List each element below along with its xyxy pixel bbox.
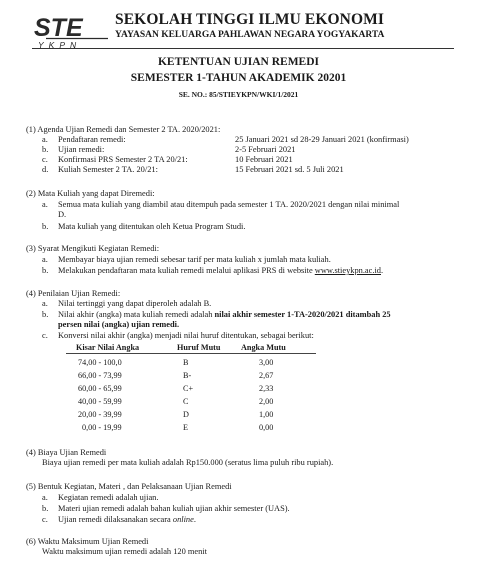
table-cell: D	[183, 410, 189, 419]
table-header: Kisar Nilai Angka	[76, 343, 140, 352]
table-cell: C	[183, 397, 189, 406]
section-heading: (6) Waktu Maksimum Ujian Remedi	[26, 537, 149, 546]
section-fee	[26, 448, 466, 470]
list-item-continuation: persen nilai (angka) ujian remedi.	[58, 320, 180, 329]
table-header-rule	[66, 353, 316, 354]
website-link[interactable]: www.stieykpn.ac.id	[314, 266, 381, 275]
table-cell: B-	[183, 371, 192, 380]
section-eligible-courses: (2) Mata Kuliah yang dapat Diremedi: a. Semua mata kuliah yang diambil atau ditempuh pada semester 1 TA. 2020/2021 dengan nilai minimal D. b. Mata kuliah yang ditentukan oleh Ketua Program Studi.	[26, 189, 400, 231]
agenda-label: Kuliah Semester 2 TA. 20/21:	[58, 165, 158, 174]
table-cell: 40,00 - 59,99	[78, 397, 122, 406]
table-cell: 0,00 - 19,99	[82, 423, 122, 432]
circular-number: SE. NO.: 85/STIEYKPN/WKI/1/2021	[178, 90, 299, 99]
section-heading: (2) Mata Kuliah yang dapat Diremedi:	[26, 189, 155, 198]
agenda-value: 10 Februari 2021	[235, 155, 293, 164]
table-cell: E	[183, 423, 189, 432]
table-cell: 2,33	[259, 384, 274, 393]
agenda-label: Ujian remedi:	[58, 145, 105, 154]
institution-name: SEKOLAH TINGGI ILMU EKONOMI	[115, 11, 384, 28]
logo-graphic	[32, 12, 112, 50]
document-subtitle: SEMESTER 1-TAHUN AKADEMIK 20201	[130, 72, 347, 84]
fee-text: Biaya ujian remedi per mata kuliah adalah Rp150.000 (seratus lima puluh ribu rupiah).	[42, 458, 334, 467]
agenda-value: 2-5 Februari 2021	[235, 145, 296, 154]
section-heading: (1) Agenda Ujian Remedi dan Semester 2 TA. 2020/2021:	[26, 125, 221, 134]
header-divider	[32, 48, 454, 49]
document-title: KETENTUAN UJIAN REMEDI	[157, 56, 320, 68]
table-cell: 1,00	[259, 410, 274, 419]
duration-text: Waktu maksimum ujian remedi adalah 120 menit	[42, 547, 207, 556]
logo-sub-text: YKPN	[38, 40, 82, 50]
section-heading: (4) Biaya Ujian Remedi	[26, 448, 107, 457]
grade-conversion-table	[66, 343, 326, 438]
table-cell: C+	[183, 384, 194, 393]
table-cell: 0,00	[259, 423, 274, 432]
table-cell: 60,00 - 65,99	[78, 384, 122, 393]
section-heading: (3) Syarat Mengikuti Kegiatan Remedi:	[26, 244, 160, 253]
table-cell: B	[183, 358, 189, 367]
table-cell: 20,00 - 39,99	[78, 410, 122, 419]
agenda-label: Pendaftaran remedi:	[58, 135, 126, 144]
section-duration	[26, 537, 466, 559]
section-heading: (4) Penilaian Ujian Remedi:	[26, 289, 121, 298]
table-cell: 2,67	[259, 371, 274, 380]
agenda-label: Konfirmasi PRS Semester 2 TA 20/21:	[58, 155, 188, 164]
table-cell: 3,00	[259, 358, 274, 367]
institution-logo	[32, 12, 112, 50]
agenda-value: 25 Januari 2021 sd 28-29 Januari 2021 (konfirmasi)	[235, 135, 409, 144]
section-requirements: (3) Syarat Mengikuti Kegiatan Remedi: a. Membayar biaya ujian remedi sebesar tarif per mata kuliah x jumlah mata kuliah. b. Melakukan pendaftaran mata kuliah remedi melalui aplikasi PRS di website www.stieykpn.ac.id.	[26, 244, 384, 275]
table-header: Huruf Mutu	[177, 343, 221, 352]
table-cell: 66,00 - 73,99	[78, 371, 122, 380]
foundation-name: YAYASAN KELUARGA PAHLAWAN NEGARA YOGYAKARTA	[115, 30, 385, 40]
agenda-value: 15 Februari 2021 sd. 5 Juli 2021	[235, 165, 344, 174]
list-item-continuation: D.	[58, 210, 67, 219]
section-heading: (5) Bentuk Kegiatan, Materi , dan Pelaksanaan Ujian Remedi	[26, 482, 232, 491]
logo-main-text: STE	[34, 14, 83, 42]
section-agenda: (1) Agenda Ujian Remedi dan Semester 2 TA. 2020/2021: a. Pendaftaran remedi: 25 Januari 2021 sd 28-29 Januari 2021 (konfirmasi) b. Ujian remedi: 2-5 Februari 2021 c. Konfirmasi PRS Semester 2 TA 20/21: 10 Februari 2021 d. Kuliah Semester 2 TA. 20/21: 15 Februari 2021 sd. 5 Juli 2021	[26, 125, 409, 174]
table-header: Angka Mutu	[241, 343, 286, 352]
table-cell: 2,00	[259, 397, 274, 406]
table-cell: 74,00 - 100,0	[78, 358, 122, 367]
section-exam-format: (5) Bentuk Kegiatan, Materi , dan Pelaksanaan Ujian Remedi a. Kegiatan remedi adalah ujian. b. Materi ujian remedi adalah bahan kuliah ujian akhir semester (UAS). c. Ujian remedi dilaksanakan secara online.	[26, 482, 290, 524]
section-grading: (4) Penilaian Ujian Remedi: a. Nilai tertinggi yang dapat diperoleh adalah B. b. Nilai akhir (angka) mata kuliah remedi adalah nilai akhir semester 1-TA-2020/2021 ditambah 25 persen nilai (angka) ujian remedi. c. Konversi nilai akhir (angka) menjadi nilai huruf ditentukan, sebagai berikut:	[26, 289, 391, 340]
